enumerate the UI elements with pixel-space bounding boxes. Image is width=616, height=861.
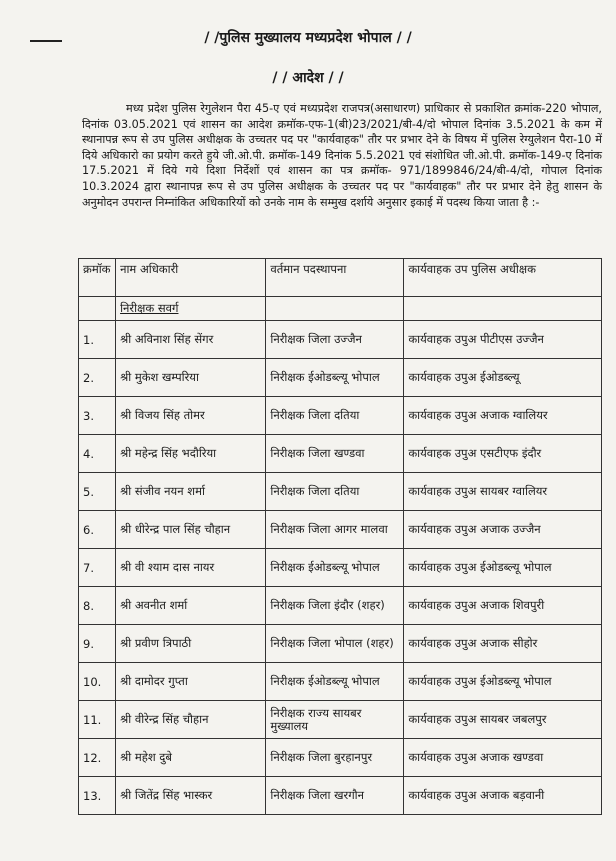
order-title: / / आदेश / / [272, 70, 344, 86]
current-posting-cell: निरीक्षक जिला उज्जैन [266, 321, 404, 359]
header-serial: क्रमॉक [79, 259, 116, 297]
table-row [79, 435, 602, 473]
table-row [79, 739, 602, 777]
acting-post-cell: कार्यवाहक उपुअ ईओडब्ल्यू [404, 359, 602, 397]
table-row [79, 321, 602, 359]
acting-post-cell: कार्यवाहक उपुअ ईओडब्ल्यू भोपाल [404, 549, 602, 587]
group-label: निरीक्षक सवर्ग [116, 297, 266, 321]
serial-cell: 6. [79, 511, 116, 549]
current-posting-cell: निरीक्षक जिला आगर मालवा [266, 511, 404, 549]
current-posting-cell: निरीक्षक जिला दतिया [266, 397, 404, 435]
serial-cell: 4. [79, 435, 116, 473]
table-row [79, 549, 602, 587]
header-acting-dsp: कार्यवाहक उप पुलिस अधीक्षक [404, 259, 602, 297]
officer-name-cell: श्री जितेंद्र सिंह भास्कर [116, 777, 266, 815]
serial-cell: 1. [79, 321, 116, 359]
acting-post-cell: कार्यवाहक उपुअ अजाक ग्वालियर [404, 397, 602, 435]
header-officer-name: नाम अधिकारी [116, 259, 266, 297]
table-row [79, 663, 602, 701]
serial-cell: 12. [79, 739, 116, 777]
acting-post-cell: कार्यवाहक उपुअ अजाक उज्जैन [404, 511, 602, 549]
current-posting-cell: निरीक्षक ईओडब्ल्यू भोपाल [266, 549, 404, 587]
table-row [79, 511, 602, 549]
current-posting-cell: निरीक्षक ईओडब्ल्यू भोपाल [266, 359, 404, 397]
serial-cell: 9. [79, 625, 116, 663]
current-posting-cell: निरीक्षक ईओडब्ल्यू भोपाल [266, 663, 404, 701]
acting-post-cell: कार्यवाहक उपुअ सायबर ग्वालियर [404, 473, 602, 511]
table-row [79, 777, 602, 815]
acting-post-cell: कार्यवाहक उपुअ पीटीएस उज्जैन [404, 321, 602, 359]
officer-posting-table [78, 258, 602, 815]
acting-post-cell: कार्यवाहक उपुअ अजाक सीहोर [404, 625, 602, 663]
acting-post-cell: कार्यवाहक उपुअ अजाक शिवपुरी [404, 587, 602, 625]
table-row [79, 587, 602, 625]
serial-cell: 5. [79, 473, 116, 511]
table-row [79, 625, 602, 663]
officer-name-cell: श्री वीरेन्द्र सिंह चौहान [116, 701, 266, 739]
current-posting-cell: निरीक्षक राज्य सायबर मुख्यालय [266, 701, 404, 739]
acting-post-cell: कार्यवाहक उपुअ अजाक बड़वानी [404, 777, 602, 815]
officer-name-cell: श्री अवनीत शर्मा [116, 587, 266, 625]
current-posting-cell: निरीक्षक जिला भोपाल (शहर) [266, 625, 404, 663]
table-row [79, 701, 602, 739]
order-body-paragraph: मध्य प्रदेश पुलिस रेगुलेशन पैरा 45-ए एवं मध्यप्रदेश राजपत्र(असाधारण) प्राधिकार से प्रकाशित क्रमांक-220 भोपाल, दिनांक 03.05.2021 एवं शासन का आदेश क्रमॉक-एफ-1(बी)23/2021/बी-4/दो भोपाल दिनांक 3.5.2021 के कम में स्थानापन्न रूप से उप पुलिस अधीक्षक के उच्चतर पद पर "कार्यवाहक" तौर पर प्रभार देने के विषय में पुलिस रेग्युलेशन पैरा-10 में दिये अधिकारो का प्रयोग करते हुये जी.ओ.पी. क्रमॉक-149 दिनांक 5.5.2021 एवं संशोधित जी.ओ.पी. क्रमॉक-149-ए दिनांक 17.5.2021 में दिये गये दिशा निर्देशों एवं शासन का पत्र क्रमॉक- 971/1899846/24/बी-4/दो, गोपाल दिनांक 10.3.2024 द्वारा स्थानापन्न रूप से उप पुलिस अधीक्षक के उच्चतर पद पर "कार्यवाहक" तौर पर प्रभार देने हेतु शासन के अनुमोदन उपरान्त निम्नांकित अधिकारियों को उनके नाम के सम्मुख दर्शाये अनुसार इकाई में पदस्थ किया जाता है :- [82, 102, 602, 209]
serial-cell: 11. [79, 701, 116, 739]
serial-cell: 2. [79, 359, 116, 397]
officer-name-cell: श्री महेन्द्र सिंह भदौरिया [116, 435, 266, 473]
officer-name-cell: श्री प्रवीण त्रिपाठी [116, 625, 266, 663]
serial-cell: 3. [79, 397, 116, 435]
table-row [79, 473, 602, 511]
serial-cell: 8. [79, 587, 116, 625]
acting-post-cell: कार्यवाहक उपुअ ईओडब्ल्यू भोपाल [404, 663, 602, 701]
current-posting-cell: निरीक्षक जिला खरगौन [266, 777, 404, 815]
table-header-row [79, 259, 602, 297]
officer-name-cell: श्री संजीव नयन शर्मा [116, 473, 266, 511]
current-posting-cell: निरीक्षक जिला बुरहानपुर [266, 739, 404, 777]
table-row [79, 359, 602, 397]
officer-name-cell: श्री मुकेश खम्परिया [116, 359, 266, 397]
serial-cell: 10. [79, 663, 116, 701]
officer-name-cell: श्री अविनाश सिंह सेंगर [116, 321, 266, 359]
acting-post-cell: कार्यवाहक उपुअ अजाक खण्डवा [404, 739, 602, 777]
officer-name-cell: श्री महेश दुबे [116, 739, 266, 777]
acting-post-cell: कार्यवाहक उपुअ सायबर जबलपुर [404, 701, 602, 739]
officer-name-cell: श्री वी श्याम दास नायर [116, 549, 266, 587]
office-header: / /पुलिस मुख्यालय मध्यप्रदेश भोपाल / / [204, 30, 412, 46]
current-posting-cell: निरीक्षक जिला खण्डवा [266, 435, 404, 473]
officer-name-cell: श्री दामोदर गुप्ता [116, 663, 266, 701]
serial-cell: 7. [79, 549, 116, 587]
acting-post-cell: कार्यवाहक उपुअ एसटीएफ इंदौर [404, 435, 602, 473]
table-row [79, 397, 602, 435]
group-row [79, 297, 602, 321]
current-posting-cell: निरीक्षक जिला इंदौर (शहर) [266, 587, 404, 625]
current-posting-cell: निरीक्षक जिला दतिया [266, 473, 404, 511]
header-current-posting: वर्तमान पदस्थापना [266, 259, 404, 297]
officer-name-cell: श्री धीरेन्द्र पाल सिंह चौहान [116, 511, 266, 549]
serial-cell: 13. [79, 777, 116, 815]
officer-name-cell: श्री विजय सिंह तोमर [116, 397, 266, 435]
